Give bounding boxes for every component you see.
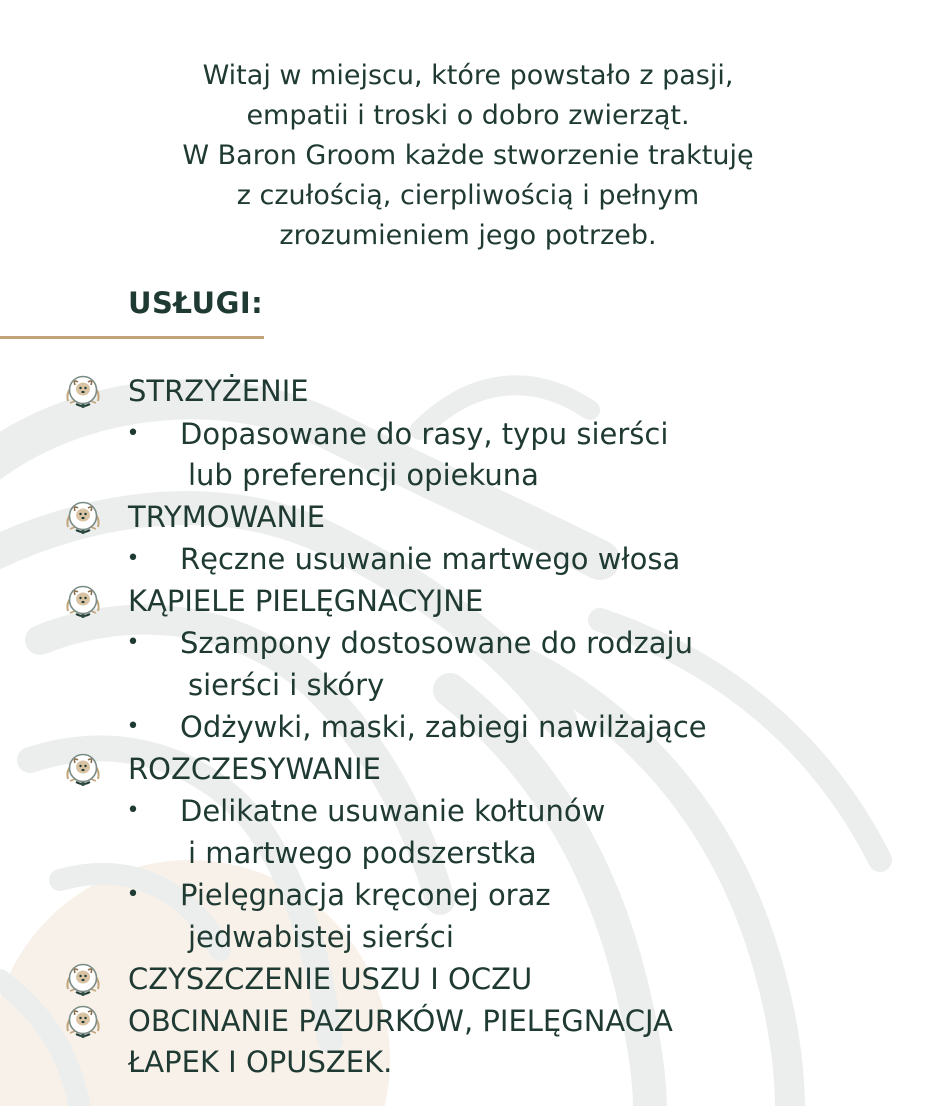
- bullet: •: [126, 630, 140, 655]
- baron-groom-logo-icon: [62, 581, 104, 621]
- service-name: OBCINANIE PAZURKÓW, PIELĘGNACJA: [128, 1004, 673, 1038]
- service-name: STRZYŻENIE: [128, 374, 309, 408]
- intro-line: empatii i troski o dobro zwierząt.: [246, 100, 690, 131]
- intro-line: z czułością, cierpliwością i pełnym: [236, 180, 700, 211]
- baron-groom-logo-icon: [62, 749, 104, 789]
- service-name-continued: ŁAPEK I OPUSZEK.: [128, 1045, 393, 1079]
- services-heading: USŁUGI:: [128, 286, 264, 320]
- baron-groom-logo-icon: [62, 497, 104, 537]
- service-detail: Delikatne usuwanie kołtunów: [180, 794, 606, 828]
- intro-line: zrozumieniem jego potrzeb.: [279, 220, 657, 251]
- baron-groom-logo-icon: [62, 371, 104, 411]
- service-name: CZYSZCZENIE USZU I OCZU: [128, 962, 533, 996]
- service-detail: Odżywki, maski, zabiegi nawilżające: [180, 710, 707, 744]
- service-name: KĄPIELE PIELĘGNACYJNE: [128, 584, 484, 618]
- service-detail-continued: i martwego podszerstka: [188, 836, 537, 870]
- service-detail-continued: lub preferencji opiekuna: [188, 458, 539, 492]
- service-detail: Dopasowane do rasy, typu sierści: [180, 417, 669, 451]
- heading-divider: [0, 336, 264, 339]
- service-detail: Ręczne usuwanie martwego włosa: [180, 542, 681, 576]
- service-detail-continued: sierści i skóry: [188, 668, 385, 702]
- bullet: •: [126, 882, 140, 907]
- bullet: •: [126, 714, 140, 739]
- baron-groom-logo-icon: [62, 1001, 104, 1041]
- intro-text: [100, 56, 836, 256]
- intro-line: W Baron Groom każde stworzenie traktuję: [182, 140, 754, 171]
- service-detail-continued: jedwabistej sierści: [188, 920, 454, 954]
- bullet: •: [126, 798, 140, 823]
- bullet: •: [126, 421, 140, 446]
- bullet: •: [126, 546, 140, 571]
- baron-groom-logo-icon: [62, 959, 104, 999]
- service-name: TRYMOWANIE: [128, 500, 326, 534]
- service-name: ROZCZESYWANIE: [128, 752, 381, 786]
- service-detail: Pielęgnacja kręconej oraz: [180, 878, 551, 912]
- service-detail: Szampony dostosowane do rodzaju: [180, 626, 693, 660]
- intro-line: Witaj w miejscu, które powstało z pasji,: [202, 60, 734, 91]
